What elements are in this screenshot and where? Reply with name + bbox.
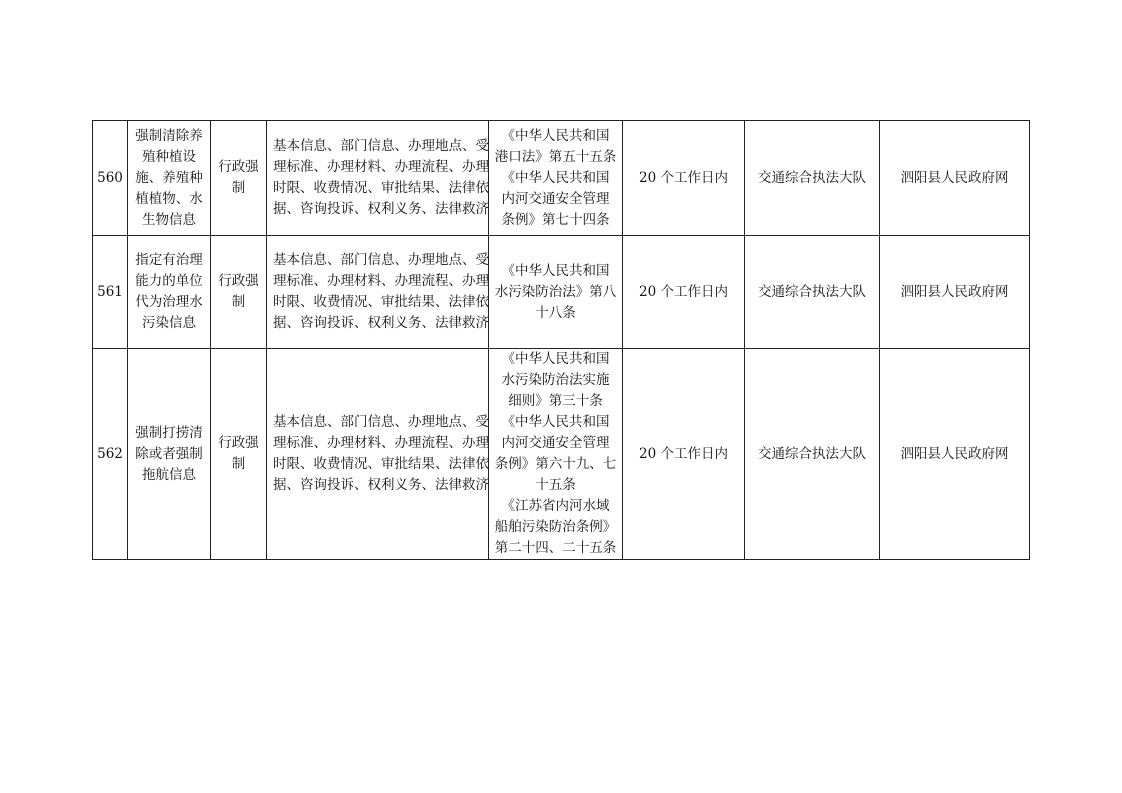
disclosure-table bbox=[92, 120, 1030, 560]
row-number: 561 bbox=[93, 236, 128, 349]
table-row bbox=[93, 349, 1030, 560]
disclosure-content: 基本信息、部门信息、办理地点、受 理标准、办理材料、办理流程、办理 时限、收费情况、审批结果、法律依 据、咨询投诉、权利义务、法律救济 bbox=[267, 121, 489, 236]
disclosure-time: 20 个工作日内 bbox=[623, 349, 745, 560]
disclosure-content: 基本信息、部门信息、办理地点、受 理标准、办理材料、办理流程、办理 时限、收费情况、审批结果、法律依 据、咨询投诉、权利义务、法律救济 bbox=[267, 349, 489, 560]
disclosure-channel: 泗阳县人民政府网 bbox=[880, 121, 1030, 236]
responsible-dept: 交通综合执法大队 bbox=[745, 121, 880, 236]
responsible-dept: 交通综合执法大队 bbox=[745, 236, 880, 349]
responsible-dept: 交通综合执法大队 bbox=[745, 349, 880, 560]
item-type: 行政强 制 bbox=[211, 349, 267, 560]
disclosure-time: 20 个工作日内 bbox=[623, 121, 745, 236]
legal-basis: 《中华人民共和国 水污染防治法》第八 十八条 bbox=[489, 236, 623, 349]
legal-basis: 《中华人民共和国 港口法》第五十五条 《中华人民共和国 内河交通安全管理 条例》第七十四条 bbox=[489, 121, 623, 236]
disclosure-channel: 泗阳县人民政府网 bbox=[880, 349, 1030, 560]
disclosure-time: 20 个工作日内 bbox=[623, 236, 745, 349]
disclosure-channel: 泗阳县人民政府网 bbox=[880, 236, 1030, 349]
row-number: 560 bbox=[93, 121, 128, 236]
item-type: 行政强 制 bbox=[211, 121, 267, 236]
legal-basis: 《中华人民共和国 水污染防治法实施 细则》第三十条 《中华人民共和国 内河交通安全管理 条例》第六十九、七 十五条 《江苏省内河水域 船舶污染防治条例》 第二十四、二十五条 bbox=[489, 349, 623, 560]
item-name: 指定有治理 能力的单位 代为治理水 污染信息 bbox=[128, 236, 211, 349]
table-row bbox=[93, 236, 1030, 349]
row-number: 562 bbox=[93, 349, 128, 560]
item-type: 行政强 制 bbox=[211, 236, 267, 349]
item-name: 强制清除养 殖种植设 施、养殖种 植植物、水 生物信息 bbox=[128, 121, 211, 236]
table-row bbox=[93, 121, 1030, 236]
disclosure-content: 基本信息、部门信息、办理地点、受 理标准、办理材料、办理流程、办理 时限、收费情况、审批结果、法律依 据、咨询投诉、权利义务、法律救济 bbox=[267, 236, 489, 349]
item-name: 强制打捞清 除或者强制 拖航信息 bbox=[128, 349, 211, 560]
